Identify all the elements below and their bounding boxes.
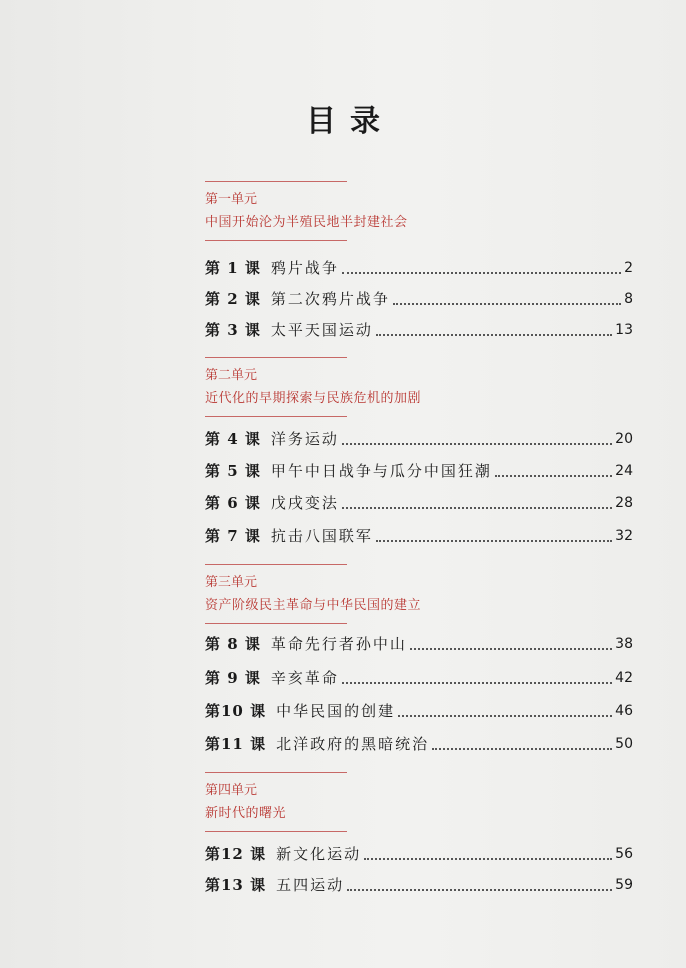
lesson-number: 第 5 课	[205, 462, 261, 480]
unit-name: 新时代的曙光	[205, 806, 287, 821]
unit-name: 资产阶级民主革命与中华民国的建立	[205, 598, 422, 613]
toc-entry-lesson-2[interactable]	[205, 288, 633, 310]
lesson-number: 第13 课	[205, 876, 267, 894]
page-number: 50	[615, 736, 633, 752]
lesson-title: 第二次鸦片战争	[270, 290, 390, 308]
unit-divider-top	[205, 181, 347, 182]
lesson-number: 第 6 课	[205, 494, 261, 512]
unit-name: 中国开始沦为半殖民地半封建社会	[205, 215, 408, 230]
page-number: 28	[615, 495, 633, 511]
lesson-number: 第 7 课	[205, 527, 261, 545]
dot-leader	[376, 333, 612, 336]
toc-entry-lesson-7[interactable]	[205, 525, 633, 547]
lesson-title: 北洋政府的黑暗统治	[276, 735, 430, 753]
dot-leader	[342, 681, 612, 684]
dot-leader	[376, 539, 612, 542]
lesson-title: 太平天国运动	[270, 321, 373, 339]
lesson-number: 第11 课	[205, 735, 267, 753]
page-number: 46	[615, 703, 633, 719]
unit-number: 第四单元	[205, 783, 258, 798]
unit-number: 第一单元	[205, 192, 258, 207]
page-number: 20	[615, 431, 633, 447]
dot-leader	[342, 271, 621, 274]
lesson-title: 鸦片战争	[270, 259, 339, 277]
dot-leader	[495, 474, 612, 477]
toc-entry-lesson-3[interactable]	[205, 319, 633, 341]
toc-entry-lesson-12[interactable]	[205, 843, 633, 865]
page-number: 24	[615, 463, 633, 479]
lesson-number: 第 4 课	[205, 430, 261, 448]
lesson-title: 辛亥革命	[270, 669, 339, 687]
toc-entry-lesson-4[interactable]	[205, 428, 633, 450]
lesson-title: 甲午中日战争与瓜分中国狂潮	[270, 462, 492, 480]
dot-leader	[342, 506, 612, 509]
page-number: 13	[615, 322, 633, 338]
toc-entry-lesson-5[interactable]	[205, 460, 633, 482]
toc-entry-lesson-13[interactable]	[205, 874, 633, 896]
lesson-title: 戊戌变法	[270, 494, 339, 512]
page-title: 目录	[306, 104, 394, 139]
unit-divider-bottom	[205, 831, 347, 832]
lesson-number: 第12 课	[205, 845, 267, 863]
lesson-title: 中华民国的创建	[276, 702, 396, 720]
page-number: 38	[615, 636, 633, 652]
dot-leader	[398, 714, 612, 717]
toc-entry-lesson-6[interactable]	[205, 492, 633, 514]
toc-entry-lesson-10[interactable]	[205, 700, 633, 722]
unit-header-2	[205, 357, 421, 417]
unit-divider-top	[205, 564, 347, 565]
unit-divider-bottom	[205, 623, 347, 624]
toc-entry-lesson-11[interactable]	[205, 733, 633, 755]
lesson-number: 第 1 课	[205, 259, 261, 277]
page-number: 42	[615, 670, 633, 686]
page-number: 56	[615, 846, 633, 862]
page-number: 2	[624, 260, 633, 276]
toc-entry-lesson-1[interactable]	[205, 257, 633, 279]
dot-leader	[347, 888, 612, 891]
unit-divider-top	[205, 772, 347, 773]
unit-divider-bottom	[205, 240, 347, 241]
lesson-title: 抗击八国联军	[270, 527, 373, 545]
unit-header-3	[205, 564, 421, 624]
unit-divider-top	[205, 357, 347, 358]
lesson-title: 新文化运动	[276, 845, 362, 863]
dot-leader	[364, 857, 612, 860]
dot-leader	[410, 647, 612, 650]
unit-name: 近代化的早期探索与民族危机的加剧	[205, 391, 422, 406]
lesson-number: 第 3 课	[205, 321, 261, 339]
unit-header-4	[205, 772, 347, 832]
lesson-number: 第 2 课	[205, 290, 261, 308]
lesson-number: 第10 课	[205, 702, 267, 720]
lesson-number: 第 9 课	[205, 669, 261, 687]
toc-entry-lesson-8[interactable]	[205, 633, 633, 655]
lesson-title: 革命先行者孙中山	[270, 635, 407, 653]
dot-leader	[432, 747, 612, 750]
unit-divider-bottom	[205, 416, 347, 417]
unit-number: 第三单元	[205, 575, 258, 590]
dot-leader	[342, 442, 612, 445]
page-number: 59	[615, 877, 633, 893]
lesson-number: 第 8 课	[205, 635, 261, 653]
unit-header-1	[205, 181, 408, 241]
lesson-title: 五四运动	[276, 876, 345, 894]
toc-entry-lesson-9[interactable]	[205, 667, 633, 689]
unit-number: 第二单元	[205, 368, 258, 383]
lesson-title: 洋务运动	[270, 430, 339, 448]
page-number: 32	[615, 528, 633, 544]
page-number: 8	[624, 291, 633, 307]
dot-leader	[393, 302, 621, 305]
